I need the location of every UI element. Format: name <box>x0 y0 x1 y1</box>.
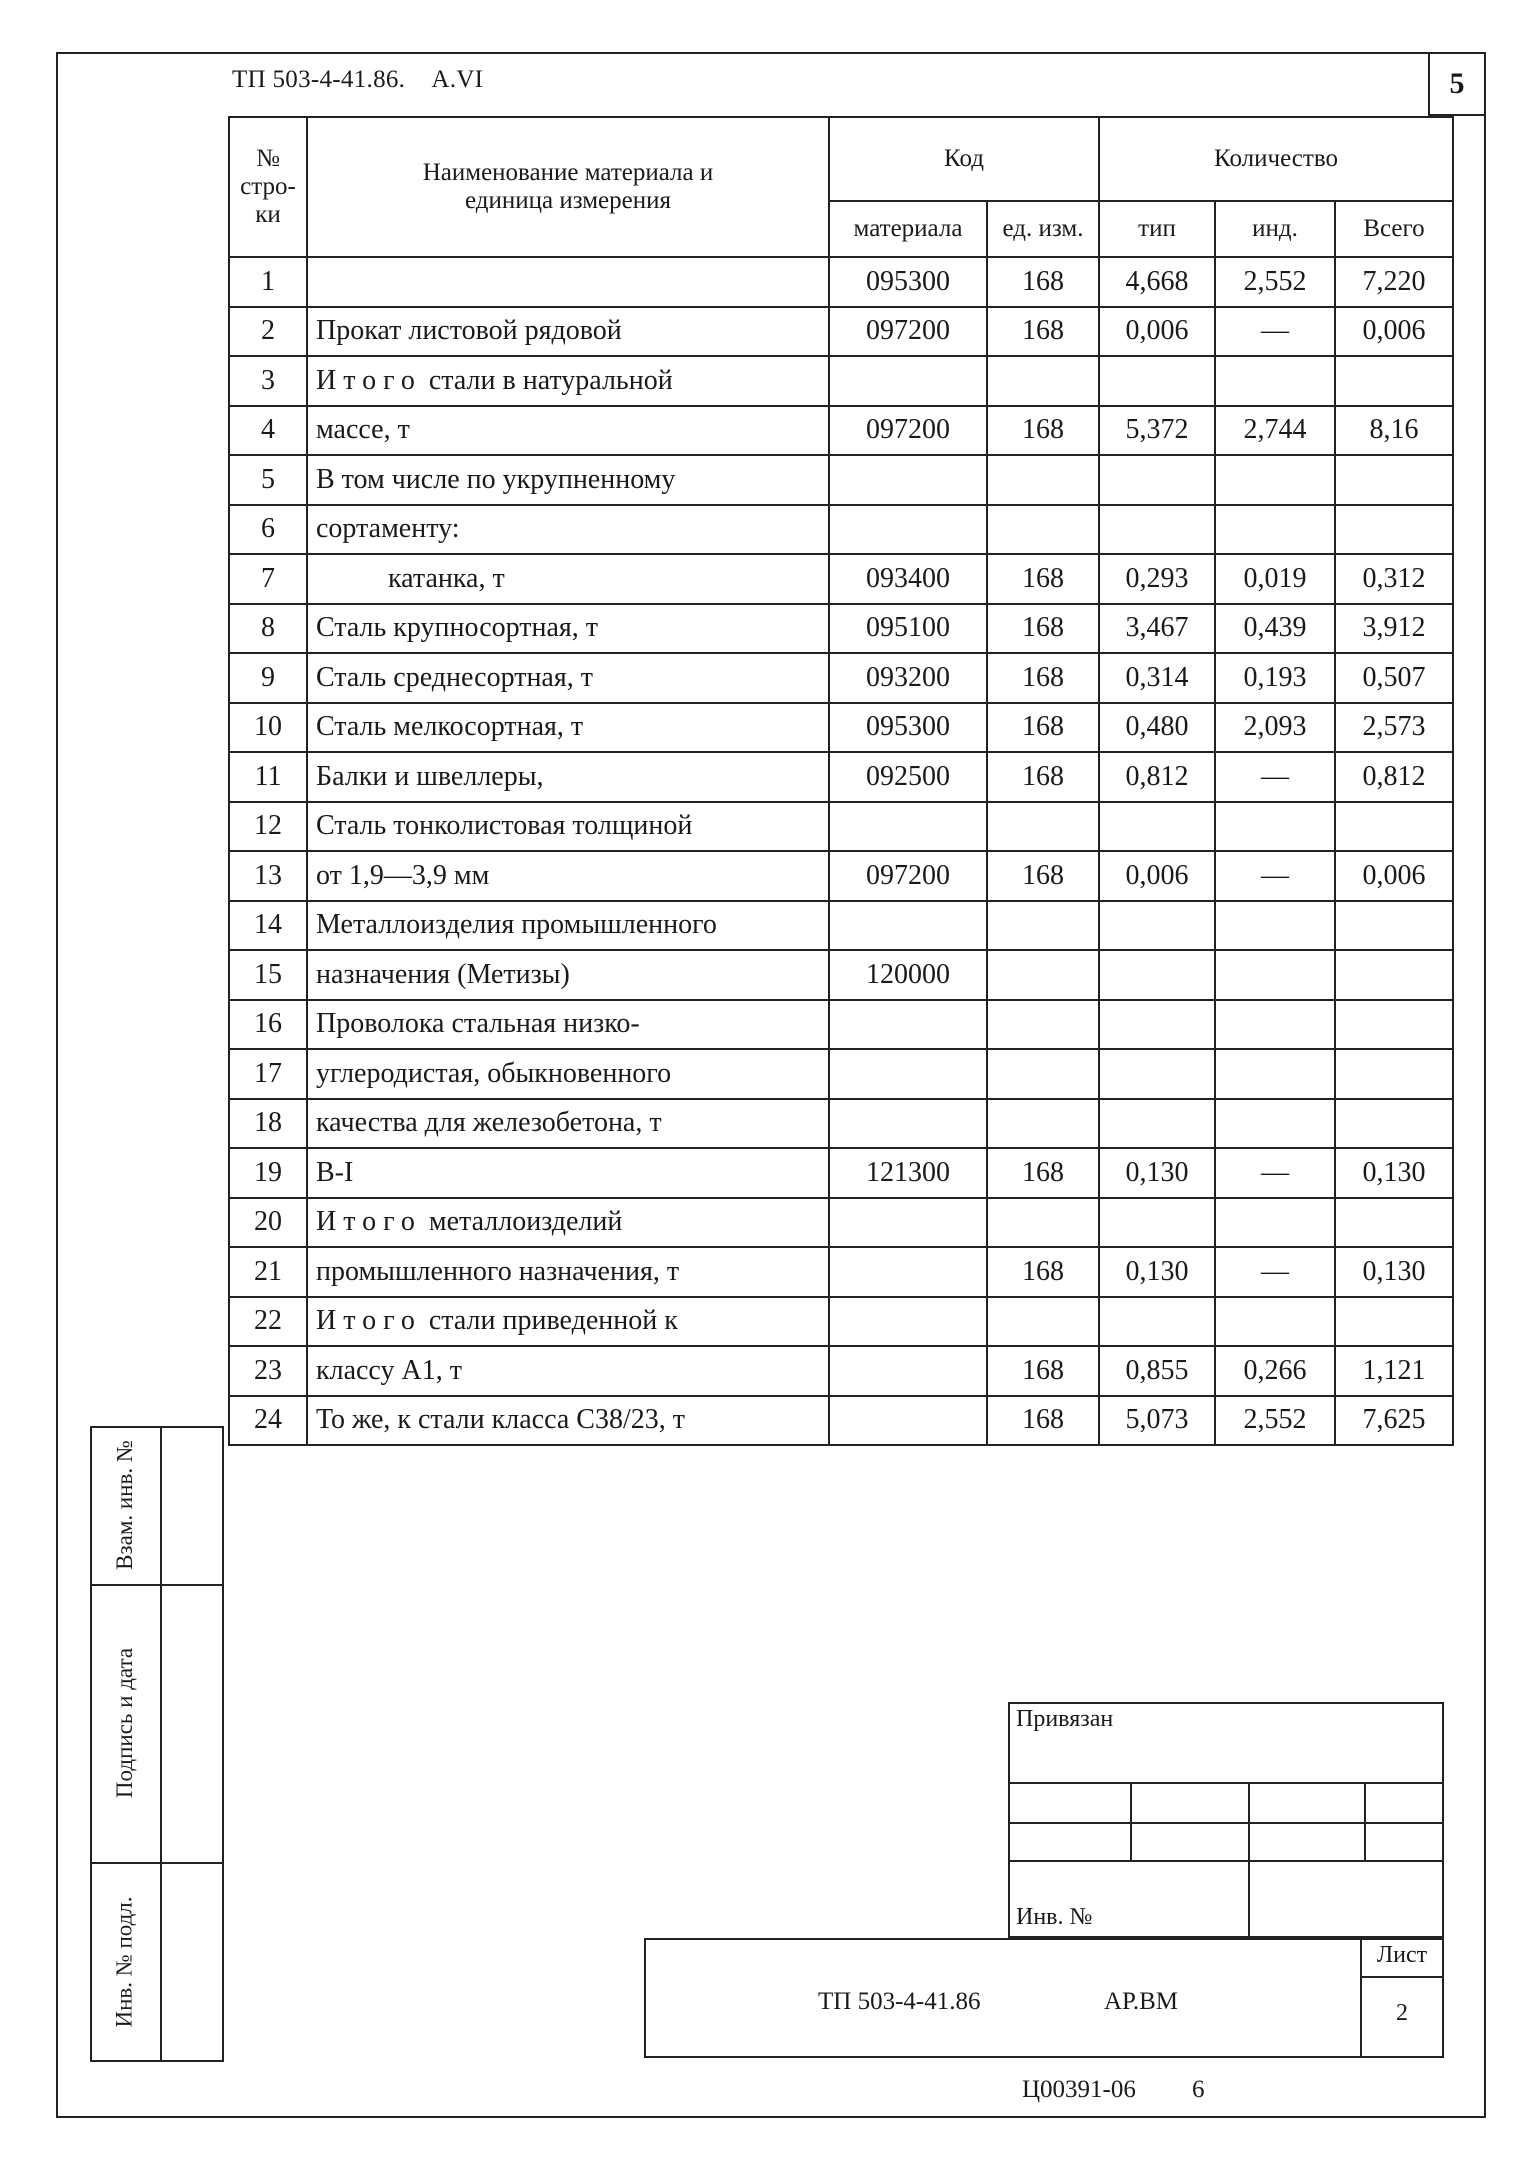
qty-total: 2,573 <box>1335 703 1453 753</box>
title-block <box>644 1938 1444 2058</box>
qty-typ <box>1099 455 1215 505</box>
sheet-label: Лист <box>1376 1942 1428 1968</box>
material-name: Балки и швеллеры, <box>307 752 829 802</box>
material-name: назначения (Метизы) <box>307 950 829 1000</box>
table-row <box>229 307 1453 357</box>
qty-total <box>1335 356 1453 406</box>
qty-typ <box>1099 1049 1215 1099</box>
qty-typ: 0,855 <box>1099 1346 1215 1396</box>
material-name: Итого стали приведенной к <box>307 1297 829 1347</box>
stamp-line <box>1008 1860 1444 1862</box>
material-name: от 1,9—3,9 мм <box>307 851 829 901</box>
qty-total: 0,812 <box>1335 752 1453 802</box>
material-name: катанка, т <box>307 554 829 604</box>
material-name: Сталь мелкосортная, т <box>307 703 829 753</box>
qty-total <box>1335 1049 1453 1099</box>
qty-ind <box>1215 1000 1335 1050</box>
material-name: Проволока стальная низко- <box>307 1000 829 1050</box>
material-code: 095300 <box>829 257 987 307</box>
material-name: Сталь среднесортная, т <box>307 653 829 703</box>
material-code: 097200 <box>829 406 987 456</box>
unit-code <box>987 505 1099 555</box>
header-row-number: № стро-ки <box>229 117 307 257</box>
privyazan-label: Привязан <box>1016 1706 1114 1732</box>
qty-total <box>1335 1099 1453 1149</box>
row-number: 16 <box>229 1000 307 1050</box>
material-code <box>829 1247 987 1297</box>
material-name: Итого металлоизделий <box>307 1198 829 1248</box>
qty-total <box>1335 1198 1453 1248</box>
privyazan-block <box>1008 1702 1444 1938</box>
unit-code <box>987 455 1099 505</box>
header-qty-total: Всего <box>1335 201 1453 257</box>
qty-typ: 0,293 <box>1099 554 1215 604</box>
row-number: 6 <box>229 505 307 555</box>
material-code: 093200 <box>829 653 987 703</box>
stamp-line <box>1130 1782 1132 1860</box>
inv-podl-label: Инв. № подл. <box>112 1896 137 2028</box>
qty-typ <box>1099 901 1215 951</box>
unit-code <box>987 1049 1099 1099</box>
table-row <box>229 1049 1453 1099</box>
qty-typ: 0,130 <box>1099 1148 1215 1198</box>
header-code-material: материала <box>829 201 987 257</box>
table-row <box>229 1148 1453 1198</box>
table-row <box>229 703 1453 753</box>
qty-ind: — <box>1215 307 1335 357</box>
material-code <box>829 802 987 852</box>
qty-typ: 0,314 <box>1099 653 1215 703</box>
material-code <box>829 505 987 555</box>
table-row <box>229 1099 1453 1149</box>
qty-ind <box>1215 802 1335 852</box>
material-code <box>829 901 987 951</box>
qty-typ <box>1099 1000 1215 1050</box>
header-name: Наименование материала и единица измерения <box>307 117 829 257</box>
row-number: 18 <box>229 1099 307 1149</box>
qty-ind <box>1215 901 1335 951</box>
qty-total <box>1335 455 1453 505</box>
qty-ind: 2,093 <box>1215 703 1335 753</box>
qty-typ <box>1099 1099 1215 1149</box>
material-code: 093400 <box>829 554 987 604</box>
unit-code <box>987 1000 1099 1050</box>
qty-typ: 4,668 <box>1099 257 1215 307</box>
row-number: 3 <box>229 356 307 406</box>
qty-total: 0,507 <box>1335 653 1453 703</box>
row-number: 23 <box>229 1346 307 1396</box>
qty-typ: 5,372 <box>1099 406 1215 456</box>
table-row <box>229 257 1453 307</box>
unit-code: 168 <box>987 604 1099 654</box>
material-name: Прокат листовой рядовой <box>307 307 829 357</box>
material-name: промышленного назначения, т <box>307 1247 829 1297</box>
unit-code: 168 <box>987 703 1099 753</box>
qty-typ: 3,467 <box>1099 604 1215 654</box>
unit-code: 168 <box>987 554 1099 604</box>
qty-ind <box>1215 356 1335 406</box>
stamp-line <box>1248 1782 1250 1938</box>
qty-total: 8,16 <box>1335 406 1453 456</box>
row-number: 20 <box>229 1198 307 1248</box>
material-name: Итого стали в натуральной <box>307 356 829 406</box>
row-number: 14 <box>229 901 307 951</box>
row-number: 24 <box>229 1396 307 1446</box>
material-code: 095300 <box>829 703 987 753</box>
unit-code <box>987 1297 1099 1347</box>
material-code <box>829 1198 987 1248</box>
unit-code: 168 <box>987 406 1099 456</box>
qty-total: 0,130 <box>1335 1247 1453 1297</box>
qty-typ <box>1099 802 1215 852</box>
table-row <box>229 851 1453 901</box>
table-row <box>229 1247 1453 1297</box>
row-number: 5 <box>229 455 307 505</box>
material-code: 095100 <box>829 604 987 654</box>
material-name: качества для железобетона, т <box>307 1099 829 1149</box>
qty-ind: — <box>1215 851 1335 901</box>
material-code: 097200 <box>829 851 987 901</box>
qty-typ: 0,006 <box>1099 851 1215 901</box>
material-code <box>829 356 987 406</box>
material-code: 092500 <box>829 752 987 802</box>
page-number: 5 <box>1428 52 1486 116</box>
unit-code: 168 <box>987 653 1099 703</box>
table-row <box>229 604 1453 654</box>
table-row <box>229 1396 1453 1446</box>
qty-total <box>1335 802 1453 852</box>
material-code <box>829 455 987 505</box>
material-name: углеродистая, обыкновенного <box>307 1049 829 1099</box>
unit-code <box>987 1099 1099 1149</box>
header-quantity: Количество <box>1099 117 1453 201</box>
material-name: Сталь тонколистовая толщиной <box>307 802 829 852</box>
qty-ind <box>1215 1099 1335 1149</box>
row-number: 17 <box>229 1049 307 1099</box>
qty-typ: 0,006 <box>1099 307 1215 357</box>
qty-ind: 0,019 <box>1215 554 1335 604</box>
material-code <box>829 1297 987 1347</box>
row-number: 19 <box>229 1148 307 1198</box>
material-code: 120000 <box>829 950 987 1000</box>
stamp-line <box>1008 1782 1444 1784</box>
qty-typ <box>1099 1297 1215 1347</box>
qty-typ: 0,812 <box>1099 752 1215 802</box>
unit-code <box>987 356 1099 406</box>
title-block-line <box>1360 1976 1444 1978</box>
qty-ind: 0,266 <box>1215 1346 1335 1396</box>
row-number: 13 <box>229 851 307 901</box>
row-number: 12 <box>229 802 307 852</box>
qty-ind: — <box>1215 1247 1335 1297</box>
material-code <box>829 1000 987 1050</box>
material-name: В-I <box>307 1148 829 1198</box>
row-number: 1 <box>229 257 307 307</box>
qty-ind: 2,552 <box>1215 1396 1335 1446</box>
qty-ind: — <box>1215 752 1335 802</box>
materials-table <box>228 116 1454 1446</box>
material-name <box>307 257 829 307</box>
header-code: Код <box>829 117 1099 201</box>
qty-total: 1,121 <box>1335 1346 1453 1396</box>
material-name: То же, к стали класса С38/23, т <box>307 1396 829 1446</box>
material-name: В том числе по укрупненному <box>307 455 829 505</box>
designation: ТП 503-4-41.86 <box>818 1988 981 2015</box>
unit-code: 168 <box>987 851 1099 901</box>
sheet-number: 2 <box>1396 2000 1408 2026</box>
qty-total: 3,912 <box>1335 604 1453 654</box>
qty-ind <box>1215 455 1335 505</box>
material-name: классу А1, т <box>307 1346 829 1396</box>
material-name: сортаменту: <box>307 505 829 555</box>
vzam-inv-label: Взам. инв. № <box>112 1440 137 1570</box>
unit-code: 168 <box>987 1247 1099 1297</box>
unit-code <box>987 1198 1099 1248</box>
side-stamp-divider <box>160 1426 162 2062</box>
row-number: 8 <box>229 604 307 654</box>
table-row <box>229 802 1453 852</box>
section-code: АР.ВМ <box>1104 1988 1178 2015</box>
material-code <box>829 1396 987 1446</box>
qty-ind: 2,552 <box>1215 257 1335 307</box>
qty-total <box>1335 505 1453 555</box>
table-row <box>229 406 1453 456</box>
qty-typ <box>1099 505 1215 555</box>
qty-ind <box>1215 1198 1335 1248</box>
qty-total <box>1335 950 1453 1000</box>
table-row <box>229 554 1453 604</box>
unit-code: 168 <box>987 257 1099 307</box>
table-row <box>229 356 1453 406</box>
qty-ind <box>1215 505 1335 555</box>
unit-code <box>987 802 1099 852</box>
row-number: 10 <box>229 703 307 753</box>
table-row <box>229 455 1453 505</box>
row-number: 2 <box>229 307 307 357</box>
qty-ind: 0,193 <box>1215 653 1335 703</box>
material-code <box>829 1099 987 1149</box>
row-number: 21 <box>229 1247 307 1297</box>
stamp-line <box>1364 1782 1366 1860</box>
unit-code: 168 <box>987 1396 1099 1446</box>
unit-code: 168 <box>987 1148 1099 1198</box>
row-number: 22 <box>229 1297 307 1347</box>
header-qty-typ: тип <box>1099 201 1215 257</box>
footer-code: Ц00391-06 <box>1022 2076 1136 2103</box>
qty-ind <box>1215 950 1335 1000</box>
table-row <box>229 1000 1453 1050</box>
document-code: ТП 503-4-41.86. A.VI <box>232 66 484 93</box>
table-row <box>229 901 1453 951</box>
unit-code: 168 <box>987 1346 1099 1396</box>
material-name: массе, т <box>307 406 829 456</box>
material-name: Металлоизделия промышленного <box>307 901 829 951</box>
qty-typ <box>1099 950 1215 1000</box>
qty-total <box>1335 1000 1453 1050</box>
material-code: 097200 <box>829 307 987 357</box>
qty-typ <box>1099 356 1215 406</box>
row-number: 11 <box>229 752 307 802</box>
qty-total: 0,006 <box>1335 851 1453 901</box>
qty-total <box>1335 1297 1453 1347</box>
qty-total: 7,220 <box>1335 257 1453 307</box>
qty-ind: 0,439 <box>1215 604 1335 654</box>
qty-typ: 0,480 <box>1099 703 1215 753</box>
table-row <box>229 1198 1453 1248</box>
row-number: 9 <box>229 653 307 703</box>
unit-code: 168 <box>987 307 1099 357</box>
table-row <box>229 950 1453 1000</box>
table-row <box>229 1346 1453 1396</box>
qty-ind <box>1215 1297 1335 1347</box>
table-row <box>229 653 1453 703</box>
footer-number: 6 <box>1192 2076 1205 2103</box>
material-code: 121300 <box>829 1148 987 1198</box>
qty-total <box>1335 901 1453 951</box>
row-number: 4 <box>229 406 307 456</box>
podpis-data-label: Подпись и дата <box>112 1647 138 1799</box>
inv-no-label: Инв. № <box>1016 1904 1093 1930</box>
stamp-line <box>1008 1822 1444 1824</box>
unit-code <box>987 901 1099 951</box>
material-name: Сталь крупносортная, т <box>307 604 829 654</box>
material-code <box>829 1049 987 1099</box>
table-row <box>229 752 1453 802</box>
table-row <box>229 505 1453 555</box>
table-row <box>229 1297 1453 1347</box>
unit-code: 168 <box>987 752 1099 802</box>
qty-typ <box>1099 1198 1215 1248</box>
qty-typ: 5,073 <box>1099 1396 1215 1446</box>
qty-total: 0,006 <box>1335 307 1453 357</box>
material-code <box>829 1346 987 1396</box>
qty-total: 7,625 <box>1335 1396 1453 1446</box>
qty-total: 0,130 <box>1335 1148 1453 1198</box>
qty-ind <box>1215 1049 1335 1099</box>
qty-total: 0,312 <box>1335 554 1453 604</box>
qty-typ: 0,130 <box>1099 1247 1215 1297</box>
qty-ind: — <box>1215 1148 1335 1198</box>
header-qty-ind: инд. <box>1215 201 1335 257</box>
row-number: 7 <box>229 554 307 604</box>
row-number: 15 <box>229 950 307 1000</box>
unit-code <box>987 950 1099 1000</box>
header-code-unit: ед. изм. <box>987 201 1099 257</box>
qty-ind: 2,744 <box>1215 406 1335 456</box>
